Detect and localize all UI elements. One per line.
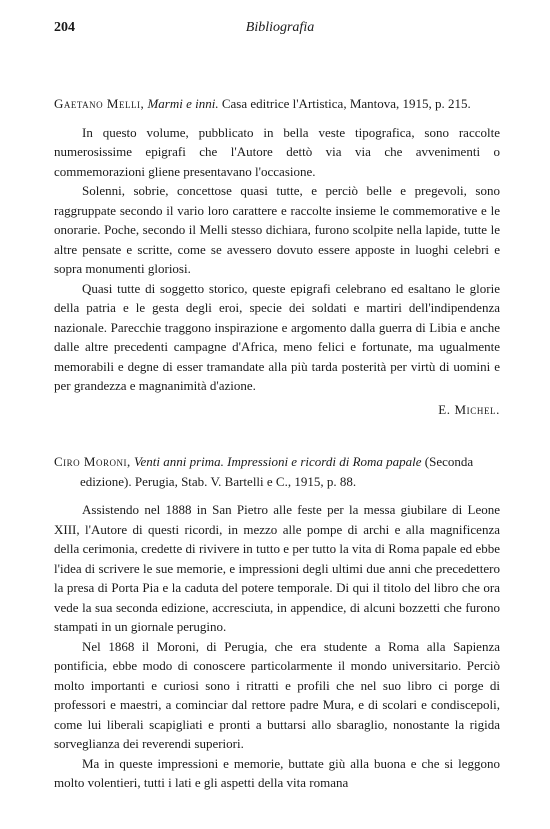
review-melli [54, 94, 500, 419]
page-header [54, 20, 506, 40]
bibliographic-entry [54, 452, 500, 491]
review-moroni [54, 452, 500, 793]
entry-publication: (Seconda edizione). Perugia, Stab. V. Bartelli e C., 1915, p. 88. [80, 454, 474, 489]
review-signature: E. Michel. [438, 401, 500, 417]
page-number: 204 [54, 20, 75, 35]
review-paragraph: In questo volume, pubblicato in bella veste tipografica, sono raccolte numerosissime epigrafi che l'Autore dettò via via che avvenimenti o commemorazioni gliene presentavano l'occasione. [54, 124, 500, 179]
entry-author: Gaetano Melli, [54, 96, 145, 111]
entry-author: Ciro Moroni, [54, 454, 131, 469]
running-title: Bibliografia [245, 20, 315, 35]
entry-title: Marmi e inni. [147, 96, 219, 111]
review-paragraph: Solenni, sobrie, concettose quasi tutte, e perciò belle e pregevoli, sono raggruppate secondo il vario loro carattere e raccolte insieme le commemorative e le onorarie. Poche, secondo il Melli stesso dichiara, furono scolpite nella lapide, tutte le altre pensate e scritte, come se avessero dovuto essere apposte in luoghi celebri e sopra monumenti gloriosi. [54, 183, 500, 276]
entry-publication: Casa editrice l'Artistica, Mantova, 1915, p. 215. [221, 96, 471, 111]
review-paragraph: Nel 1868 il Moroni, di Perugia, che era studente a Roma alla Sapienza pontificia, ebbe modo di conoscere particolarmente il mondo universitario. Perciò molto importanti e curiosi sono i ritratti e profili che nel suo libro ci porge di professori e maestri, a cominciar dal rettore padre Mura, e di scolari e condiscepoli, come lui liberali scapigliati e pronti a buttarsi allo sbaraglio, nonostante la rigida sorveglianza dei reverendi superiori. [54, 638, 500, 751]
review-paragraph: Assistendo nel 1888 in San Pietro alle feste per la messa giubilare di Leone XIII, l'Autore di questi ricordi, in mezzo alle pompe di archi e alla magnificenza della cerimonia, credette di rivivere in tutto e per tutto la vita di Roma papale ed ebbe l'idea di scrivere le sue memorie, e impressioni degli ultimi due anni che precedettero la presa di Porta Pia e la caduta del potere temporale. Di qui il titolo del libro che ora vede la sua seconda edizione, accresciuta, in appendice, di alcuni bozzetti che furono stampati in un giornale perugino. [54, 502, 500, 634]
review-paragraph: Quasi tutte di soggetto storico, queste epigrafi celebrano ed esaltano le glorie della patria e le gesta degli eroi, specie dei soldati e martiri dell'indipendenza nazionale. Parecchie traggono inspirazione e argomento dalla guerra di Libia e anche dalle altre precedenti campagne d'Africa, meno felici e fortunate, ma ugualmente memorabili e degne di esser tramandate alla più tarda posterità per virtù di uomini e per grandezza e magnanimità d'azione. [54, 280, 500, 393]
review-paragraph: Ma in queste impressioni e memorie, buttate giù alla buona e che si leggono molto volentieri, tutti i lati e gli aspetti della vita romana [54, 755, 500, 790]
bibliographic-entry [54, 94, 500, 114]
entry-title: Venti anni prima. Impressioni e ricordi di Roma papale [133, 454, 422, 469]
